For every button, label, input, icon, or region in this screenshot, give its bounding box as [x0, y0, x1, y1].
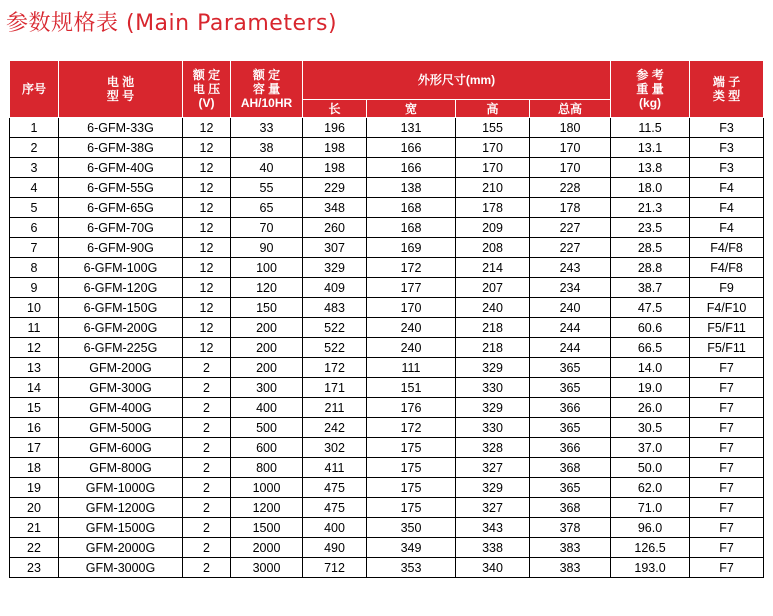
cell-terminal: F7 — [690, 538, 764, 558]
cell-total-height: 365 — [530, 478, 611, 498]
cell-terminal: F4/F8 — [690, 258, 764, 278]
cell-weight: 37.0 — [611, 438, 690, 458]
cell-height: 178 — [456, 198, 530, 218]
cell-length: 260 — [303, 218, 367, 238]
cell-weight: 96.0 — [611, 518, 690, 538]
table-row — [10, 558, 764, 578]
cell-no: 5 — [10, 198, 59, 218]
cell-height: 329 — [456, 478, 530, 498]
cell-width: 172 — [367, 418, 456, 438]
cell-no: 17 — [10, 438, 59, 458]
cell-length: 483 — [303, 298, 367, 318]
cell-voltage: 12 — [183, 178, 231, 198]
cell-width: 240 — [367, 338, 456, 358]
cell-height: 328 — [456, 438, 530, 458]
cell-voltage: 2 — [183, 518, 231, 538]
cell-terminal: F4 — [690, 198, 764, 218]
cell-capacity: 200 — [231, 318, 303, 338]
cell-terminal: F4/F10 — [690, 298, 764, 318]
table-row — [10, 378, 764, 398]
cell-model: 6-GFM-38G — [59, 138, 183, 158]
cell-no: 13 — [10, 358, 59, 378]
cell-model: GFM-200G — [59, 358, 183, 378]
cell-weight: 60.6 — [611, 318, 690, 338]
header-model: 电 池 型 号 — [59, 61, 183, 118]
cell-no: 1 — [10, 118, 59, 138]
cell-length: 712 — [303, 558, 367, 578]
cell-no: 3 — [10, 158, 59, 178]
cell-weight: 28.8 — [611, 258, 690, 278]
cell-total-height: 365 — [530, 378, 611, 398]
cell-terminal: F3 — [690, 138, 764, 158]
cell-terminal: F9 — [690, 278, 764, 298]
cell-height: 170 — [456, 138, 530, 158]
cell-height: 155 — [456, 118, 530, 138]
cell-length: 409 — [303, 278, 367, 298]
cell-model: GFM-1000G — [59, 478, 183, 498]
cell-total-height: 240 — [530, 298, 611, 318]
cell-length: 475 — [303, 498, 367, 518]
cell-capacity: 200 — [231, 338, 303, 358]
cell-length: 196 — [303, 118, 367, 138]
cell-voltage: 12 — [183, 298, 231, 318]
cell-model: GFM-400G — [59, 398, 183, 418]
cell-capacity: 1500 — [231, 518, 303, 538]
cell-model: 6-GFM-70G — [59, 218, 183, 238]
cell-terminal: F7 — [690, 458, 764, 478]
cell-length: 490 — [303, 538, 367, 558]
cell-width: 169 — [367, 238, 456, 258]
cell-terminal: F5/F11 — [690, 318, 764, 338]
cell-voltage: 2 — [183, 498, 231, 518]
cell-total-height: 383 — [530, 558, 611, 578]
cell-capacity: 2000 — [231, 538, 303, 558]
table-row — [10, 538, 764, 558]
cell-width: 151 — [367, 378, 456, 398]
cell-capacity: 3000 — [231, 558, 303, 578]
cell-total-height: 227 — [530, 218, 611, 238]
cell-voltage: 2 — [183, 558, 231, 578]
cell-model: 6-GFM-33G — [59, 118, 183, 138]
table-row — [10, 438, 764, 458]
table-row — [10, 478, 764, 498]
cell-width: 166 — [367, 138, 456, 158]
table-row — [10, 358, 764, 378]
table-row — [10, 198, 764, 218]
cell-total-height: 383 — [530, 538, 611, 558]
cell-height: 327 — [456, 498, 530, 518]
cell-width: 168 — [367, 218, 456, 238]
cell-width: 177 — [367, 278, 456, 298]
cell-weight: 19.0 — [611, 378, 690, 398]
cell-width: 175 — [367, 438, 456, 458]
cell-height: 210 — [456, 178, 530, 198]
cell-height: 338 — [456, 538, 530, 558]
cell-total-height: 234 — [530, 278, 611, 298]
cell-no: 11 — [10, 318, 59, 338]
cell-no: 14 — [10, 378, 59, 398]
cell-height: 207 — [456, 278, 530, 298]
cell-width: 175 — [367, 478, 456, 498]
cell-model: 6-GFM-100G — [59, 258, 183, 278]
cell-width: 350 — [367, 518, 456, 538]
cell-capacity: 150 — [231, 298, 303, 318]
table-row — [10, 458, 764, 478]
cell-no: 2 — [10, 138, 59, 158]
cell-no: 10 — [10, 298, 59, 318]
cell-terminal: F7 — [690, 478, 764, 498]
cell-voltage: 2 — [183, 358, 231, 378]
cell-model: GFM-600G — [59, 438, 183, 458]
cell-terminal: F4/F8 — [690, 238, 764, 258]
cell-no: 8 — [10, 258, 59, 278]
table-row — [10, 218, 764, 238]
cell-weight: 193.0 — [611, 558, 690, 578]
cell-weight: 26.0 — [611, 398, 690, 418]
header-capacity: 额 定 容 量 AH/10HR — [231, 61, 303, 118]
cell-total-height: 365 — [530, 358, 611, 378]
cell-capacity: 1200 — [231, 498, 303, 518]
cell-model: 6-GFM-200G — [59, 318, 183, 338]
table-row — [10, 398, 764, 418]
cell-voltage: 12 — [183, 278, 231, 298]
cell-height: 329 — [456, 358, 530, 378]
cell-terminal: F3 — [690, 158, 764, 178]
header-dimensions: 外形尺寸(mm) — [303, 61, 611, 100]
table-row — [10, 238, 764, 258]
cell-capacity: 400 — [231, 398, 303, 418]
cell-voltage: 12 — [183, 258, 231, 278]
cell-height: 218 — [456, 318, 530, 338]
cell-length: 400 — [303, 518, 367, 538]
table-row — [10, 138, 764, 158]
cell-capacity: 500 — [231, 418, 303, 438]
cell-length: 522 — [303, 338, 367, 358]
cell-capacity: 120 — [231, 278, 303, 298]
cell-no: 18 — [10, 458, 59, 478]
cell-capacity: 800 — [231, 458, 303, 478]
cell-model: 6-GFM-65G — [59, 198, 183, 218]
cell-length: 302 — [303, 438, 367, 458]
cell-width: 166 — [367, 158, 456, 178]
cell-voltage: 2 — [183, 538, 231, 558]
cell-total-height: 365 — [530, 418, 611, 438]
cell-length: 229 — [303, 178, 367, 198]
cell-no: 15 — [10, 398, 59, 418]
header-height: 高 — [456, 100, 530, 118]
cell-model: 6-GFM-40G — [59, 158, 183, 178]
cell-total-height: 228 — [530, 178, 611, 198]
cell-width: 240 — [367, 318, 456, 338]
cell-voltage: 12 — [183, 158, 231, 178]
table-row — [10, 178, 764, 198]
cell-no: 19 — [10, 478, 59, 498]
cell-weight: 23.5 — [611, 218, 690, 238]
cell-width: 131 — [367, 118, 456, 138]
cell-length: 329 — [303, 258, 367, 278]
cell-total-height: 378 — [530, 518, 611, 538]
cell-length: 242 — [303, 418, 367, 438]
table-row — [10, 418, 764, 438]
cell-height: 329 — [456, 398, 530, 418]
cell-model: GFM-1200G — [59, 498, 183, 518]
cell-length: 411 — [303, 458, 367, 478]
cell-terminal: F5/F11 — [690, 338, 764, 358]
cell-voltage: 2 — [183, 478, 231, 498]
table-row — [10, 518, 764, 538]
cell-capacity: 1000 — [231, 478, 303, 498]
cell-total-height: 227 — [530, 238, 611, 258]
cell-total-height: 170 — [530, 158, 611, 178]
cell-model: 6-GFM-120G — [59, 278, 183, 298]
table-row — [10, 338, 764, 358]
header-terminal: 端 子 类 型 — [690, 61, 764, 118]
header-total-height: 总高 — [530, 100, 611, 118]
cell-capacity: 70 — [231, 218, 303, 238]
cell-terminal: F3 — [690, 118, 764, 138]
cell-terminal: F7 — [690, 378, 764, 398]
table-row — [10, 498, 764, 518]
cell-capacity: 40 — [231, 158, 303, 178]
cell-length: 348 — [303, 198, 367, 218]
cell-length: 211 — [303, 398, 367, 418]
cell-terminal: F7 — [690, 558, 764, 578]
cell-no: 16 — [10, 418, 59, 438]
table-row — [10, 318, 764, 338]
cell-voltage: 12 — [183, 118, 231, 138]
cell-total-height: 170 — [530, 138, 611, 158]
header-voltage: 额 定 电 压 (V) — [183, 61, 231, 118]
header-width: 宽 — [367, 100, 456, 118]
table-row — [10, 298, 764, 318]
cell-model: GFM-2000G — [59, 538, 183, 558]
cell-terminal: F7 — [690, 358, 764, 378]
cell-no: 4 — [10, 178, 59, 198]
cell-total-height: 366 — [530, 398, 611, 418]
cell-height: 208 — [456, 238, 530, 258]
cell-weight: 126.5 — [611, 538, 690, 558]
cell-model: GFM-1500G — [59, 518, 183, 538]
cell-no: 7 — [10, 238, 59, 258]
cell-width: 176 — [367, 398, 456, 418]
cell-weight: 18.0 — [611, 178, 690, 198]
page-title: 参数规格表 (Main Parameters) — [6, 11, 338, 36]
cell-terminal: F7 — [690, 438, 764, 458]
cell-weight: 66.5 — [611, 338, 690, 358]
cell-total-height: 244 — [530, 318, 611, 338]
cell-no: 20 — [10, 498, 59, 518]
cell-weight: 50.0 — [611, 458, 690, 478]
cell-capacity: 65 — [231, 198, 303, 218]
cell-weight: 71.0 — [611, 498, 690, 518]
cell-width: 111 — [367, 358, 456, 378]
cell-voltage: 12 — [183, 218, 231, 238]
cell-width: 170 — [367, 298, 456, 318]
cell-height: 327 — [456, 458, 530, 478]
table-row — [10, 258, 764, 278]
cell-voltage: 12 — [183, 318, 231, 338]
cell-capacity: 90 — [231, 238, 303, 258]
cell-height: 170 — [456, 158, 530, 178]
cell-capacity: 100 — [231, 258, 303, 278]
cell-total-height: 366 — [530, 438, 611, 458]
cell-terminal: F4 — [690, 178, 764, 198]
cell-length: 171 — [303, 378, 367, 398]
cell-total-height: 243 — [530, 258, 611, 278]
table-row — [10, 278, 764, 298]
cell-capacity: 55 — [231, 178, 303, 198]
cell-terminal: F7 — [690, 518, 764, 538]
cell-capacity: 600 — [231, 438, 303, 458]
cell-height: 330 — [456, 378, 530, 398]
cell-length: 475 — [303, 478, 367, 498]
cell-terminal: F7 — [690, 398, 764, 418]
cell-voltage: 12 — [183, 198, 231, 218]
cell-capacity: 38 — [231, 138, 303, 158]
cell-length: 172 — [303, 358, 367, 378]
cell-no: 23 — [10, 558, 59, 578]
cell-no: 12 — [10, 338, 59, 358]
cell-weight: 30.5 — [611, 418, 690, 438]
cell-voltage: 12 — [183, 338, 231, 358]
parameters-table — [9, 60, 764, 578]
cell-model: 6-GFM-55G — [59, 178, 183, 198]
cell-no: 6 — [10, 218, 59, 238]
cell-no: 9 — [10, 278, 59, 298]
cell-length: 307 — [303, 238, 367, 258]
header-weight: 参 考 重 量 (kg) — [611, 61, 690, 118]
cell-weight: 11.5 — [611, 118, 690, 138]
cell-voltage: 2 — [183, 458, 231, 478]
cell-height: 340 — [456, 558, 530, 578]
cell-voltage: 2 — [183, 398, 231, 418]
cell-height: 330 — [456, 418, 530, 438]
cell-width: 349 — [367, 538, 456, 558]
cell-voltage: 2 — [183, 418, 231, 438]
cell-model: GFM-800G — [59, 458, 183, 478]
cell-no: 21 — [10, 518, 59, 538]
cell-voltage: 12 — [183, 138, 231, 158]
header-length: 长 — [303, 100, 367, 118]
cell-width: 138 — [367, 178, 456, 198]
cell-length: 198 — [303, 158, 367, 178]
cell-model: GFM-3000G — [59, 558, 183, 578]
cell-weight: 38.7 — [611, 278, 690, 298]
cell-total-height: 368 — [530, 458, 611, 478]
cell-width: 175 — [367, 498, 456, 518]
table-row — [10, 158, 764, 178]
header-no: 序号 — [10, 61, 59, 118]
cell-height: 218 — [456, 338, 530, 358]
cell-capacity: 200 — [231, 358, 303, 378]
cell-width: 172 — [367, 258, 456, 278]
cell-capacity: 33 — [231, 118, 303, 138]
cell-weight: 13.1 — [611, 138, 690, 158]
cell-voltage: 2 — [183, 378, 231, 398]
cell-weight: 28.5 — [611, 238, 690, 258]
cell-model: 6-GFM-225G — [59, 338, 183, 358]
table-row — [10, 118, 764, 138]
cell-height: 214 — [456, 258, 530, 278]
cell-model: 6-GFM-90G — [59, 238, 183, 258]
cell-total-height: 368 — [530, 498, 611, 518]
cell-model: 6-GFM-150G — [59, 298, 183, 318]
cell-voltage: 12 — [183, 238, 231, 258]
cell-height: 343 — [456, 518, 530, 538]
cell-no: 22 — [10, 538, 59, 558]
cell-length: 522 — [303, 318, 367, 338]
cell-capacity: 300 — [231, 378, 303, 398]
cell-length: 198 — [303, 138, 367, 158]
cell-voltage: 2 — [183, 438, 231, 458]
cell-width: 168 — [367, 198, 456, 218]
cell-width: 353 — [367, 558, 456, 578]
table-header — [10, 61, 764, 118]
cell-weight: 21.3 — [611, 198, 690, 218]
cell-height: 209 — [456, 218, 530, 238]
cell-weight: 47.5 — [611, 298, 690, 318]
cell-height: 240 — [456, 298, 530, 318]
cell-weight: 14.0 — [611, 358, 690, 378]
cell-weight: 13.8 — [611, 158, 690, 178]
cell-model: GFM-500G — [59, 418, 183, 438]
cell-terminal: F7 — [690, 418, 764, 438]
cell-weight: 62.0 — [611, 478, 690, 498]
cell-width: 175 — [367, 458, 456, 478]
cell-total-height: 180 — [530, 118, 611, 138]
cell-terminal: F7 — [690, 498, 764, 518]
cell-model: GFM-300G — [59, 378, 183, 398]
table-body — [10, 118, 764, 578]
cell-total-height: 244 — [530, 338, 611, 358]
cell-terminal: F4 — [690, 218, 764, 238]
cell-total-height: 178 — [530, 198, 611, 218]
